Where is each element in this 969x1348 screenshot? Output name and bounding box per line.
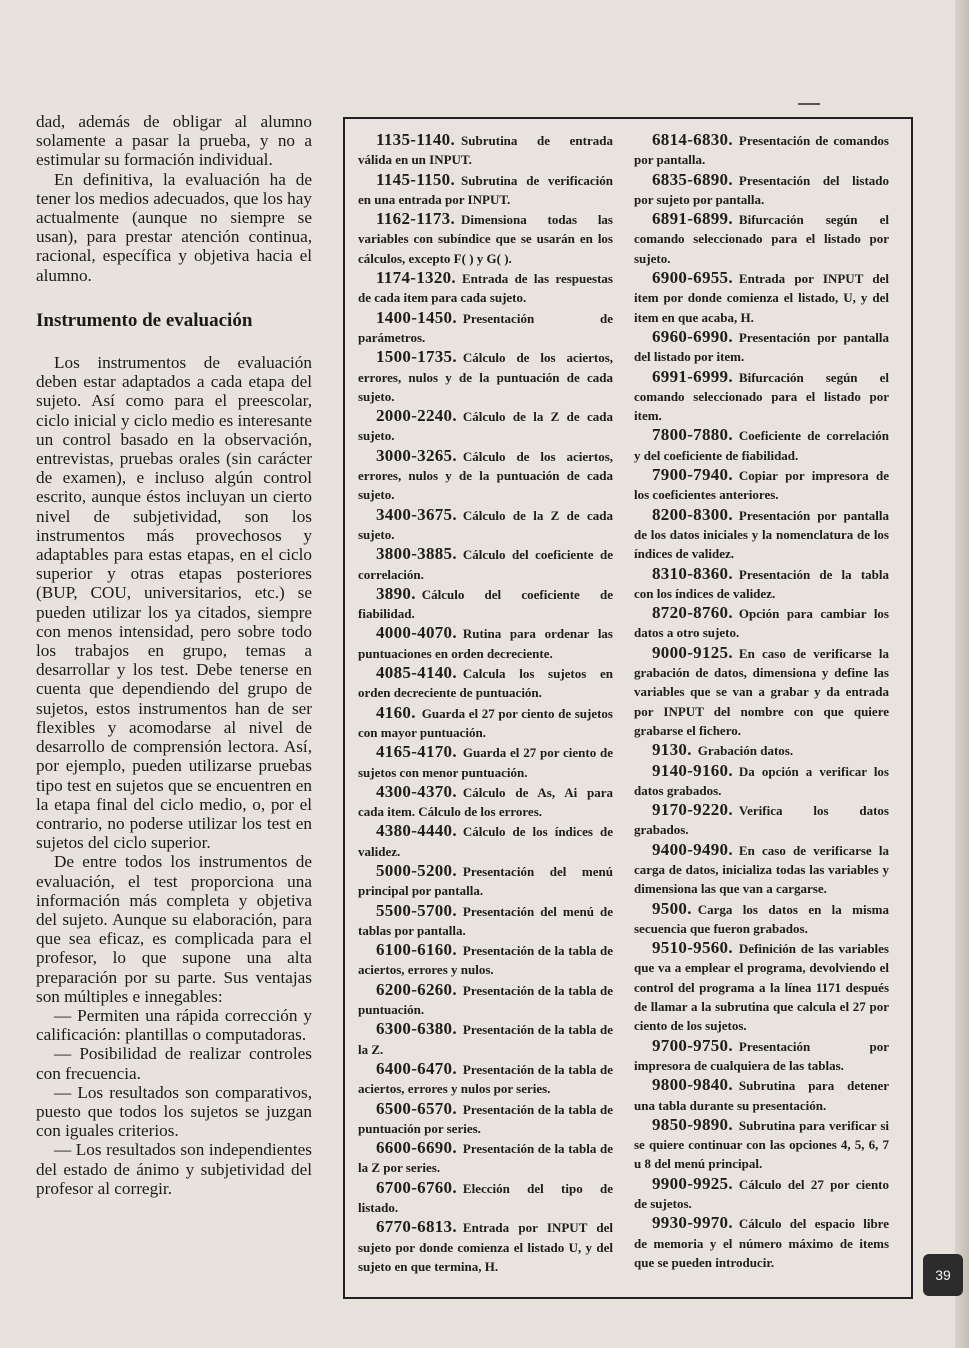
paragraph: En definitiva, la evaluación ha de tener los medios adecuados, que los hay actualmente (aunque no siempre se usan), para prestar atención continua, racional, específica y objetiva hacia el alumno.	[36, 169, 312, 285]
line-description: Cálculo del 27 por ciento de sujetos.	[634, 1176, 889, 1212]
program-line-entry	[358, 209, 613, 268]
program-line-entry	[358, 901, 613, 941]
line-description: Presentación por impresora de cualquiera de las tablas.	[634, 1038, 889, 1073]
program-line-entry	[358, 623, 613, 663]
program-line-entry	[358, 1217, 613, 1276]
line-range: 1162-1173.	[376, 209, 456, 229]
program-line-entry	[358, 170, 613, 210]
line-range: 3400-3675.	[376, 504, 457, 524]
line-range: 9510-9560.	[652, 938, 733, 958]
line-range: 3000-3265.	[376, 445, 457, 465]
list-item: — Permiten una rápida corrección y calificación: plantillas o computadoras.	[36, 1005, 312, 1045]
line-description: Presentación de parámetros.	[358, 310, 613, 345]
program-line-entry	[634, 643, 889, 740]
line-range: 6400-6470.	[376, 1058, 457, 1078]
line-description: Entrada por INPUT del item por donde comienza el listado, U, y del item en que acaba, H.	[634, 271, 889, 325]
line-description: Cálculo del coeficiente de correlación.	[358, 547, 613, 582]
line-range: 9800-9840.	[652, 1075, 733, 1095]
line-description: Copiar por impresora de los coeficientes anteriores.	[634, 468, 889, 503]
program-line-entry	[634, 1213, 889, 1272]
line-range: 7900-7940.	[652, 465, 733, 485]
line-range: 6960-6990.	[652, 326, 733, 346]
line-range: 9400-9490.	[652, 839, 733, 859]
program-line-entry	[358, 268, 613, 308]
line-range: 1135-1140.	[376, 130, 456, 149]
program-line-entry	[634, 899, 889, 939]
line-description: Cálculo de los aciertos, errores, nulos y de la puntuación de cada sujeto.	[358, 448, 613, 503]
section-heading: Instrumento de evaluación	[36, 309, 253, 331]
line-range: 9700-9750.	[652, 1035, 733, 1055]
list-item: — Los resultados son comparativos, puesto que todos los sujetos se juzgan con iguales criterios.	[36, 1082, 312, 1141]
program-line-entry	[358, 130, 613, 170]
line-description: Calcula los sujetos en orden decreciente de puntuación.	[358, 666, 613, 701]
line-description: Bifurcación según el comando seleccionado para el listado por sujeto.	[634, 212, 889, 266]
page-number-badge: 39	[923, 1254, 963, 1296]
line-range: 9130.	[652, 740, 692, 760]
line-range: 9930-9970.	[652, 1213, 733, 1233]
line-range: 4300-4370.	[376, 781, 457, 801]
line-range: 1174-1320.	[376, 268, 456, 288]
line-range: 4000-4070.	[376, 623, 457, 643]
line-description: Subrutina de entrada válida en un INPUT.	[358, 133, 613, 168]
line-description: Presentación de la tabla de puntuación por series.	[358, 1101, 613, 1136]
line-description: Subrutina de verificación en una entrada por INPUT.	[358, 172, 613, 207]
program-line-entry	[634, 800, 889, 840]
line-description: Presentación del menú principal por pantalla.	[358, 863, 613, 899]
line-description: Cálculo del espacio libre de memoria y el número máximo de items que se pueden introducir.	[634, 1216, 889, 1270]
line-description: Verifica los datos grabados.	[634, 803, 889, 838]
decorative-mark	[798, 103, 820, 105]
program-line-entry	[634, 740, 889, 760]
line-range: 9850-9890.	[652, 1114, 733, 1134]
line-description: Presentación del menú de tablas por pantalla.	[358, 903, 613, 938]
line-description: Guarda el 27 por ciento de sujetos con mayor puntuación.	[358, 705, 613, 740]
line-range: 6300-6380.	[376, 1019, 457, 1039]
line-description: Rutina para ordenar las puntuaciones en orden decreciente.	[358, 626, 613, 661]
program-line-entry	[358, 940, 613, 980]
program-line-entry	[634, 603, 889, 643]
paragraph: De entre todos los instrumentos de evaluación, el test proporciona una información más completa y objetiva del sujeto. Aunque su elaboración, para que sea eficaz, es complicada para el profesor, lo que supone una alta preparación por su parte. Sus ventajas son múltiples e innegables:	[36, 852, 312, 1006]
line-description: Presentación de la tabla de la Z.	[358, 1022, 613, 1057]
line-range: 1145-1150.	[376, 169, 456, 189]
line-range: 6500-6570.	[376, 1098, 457, 1118]
line-range: 6100-6160.	[376, 940, 457, 960]
line-range: 1400-1450.	[376, 307, 457, 327]
line-range: 8720-8760.	[652, 603, 733, 623]
program-line-entry	[634, 268, 889, 327]
program-lines-column-2	[634, 130, 889, 1272]
program-line-entry	[358, 703, 613, 743]
program-line-entry	[634, 209, 889, 268]
program-line-entry	[358, 1178, 613, 1218]
line-range: 8200-8300.	[652, 504, 733, 524]
paragraph: Los instrumentos de evaluación deben estar adaptados a cada etapa del sujeto. Así como para el preescolar, ciclo inicial y ciclo medio es interesante un control basado en la observación, entrevistas, pruebas orales (sin carácter de examen), e incluso algún control escrito, aunque éstos incluyan un cierto nivel de subjetividad, son los instrumentos más provechosos y adaptables para estas etapas, en el ciclo superior y otras etapas posteriores (BUP, COU, universitarios, etc.) se pueden utilizar los ya citados, siempre con menos intensidad, pero sobre todo los trabajos en grupo, temas a desarrollar y los test. Debe tenerse en cuenta que dependiendo del grupo de sujetos, estos instrumentos han de ser flexibles y acomodarse al nivel de desarrollo de comprensión lectora. Así, por ejemplo, pueden utilizarse pruebas tipo test en sujetos que se encuentren en la etapa final del ciclo medio, o, por el contrario, no poderse utilizar los test en sujetos del ciclo superior.	[36, 353, 312, 853]
line-description: Presentación de la tabla de aciertos, errores y nulos.	[358, 943, 613, 978]
line-description: Presentación por pantalla del listado por item.	[634, 329, 889, 365]
line-description: Presentación de comandos por pantalla.	[634, 133, 889, 168]
line-range: 5500-5700.	[376, 900, 457, 920]
program-line-entry	[358, 980, 613, 1020]
program-line-entry	[634, 505, 889, 564]
program-line-entry	[358, 861, 613, 901]
line-range: 3890.	[376, 583, 416, 603]
line-description: Dimensiona todas las variables con subíndice que se usarán en los cálculos, excepto F( ) y G( ).	[358, 212, 613, 266]
line-range: 6700-6760.	[376, 1177, 457, 1197]
line-description: Bifurcación según el comando seleccionado para el listado por item.	[634, 369, 889, 424]
program-line-entry	[358, 505, 613, 545]
line-range: 2000-2240.	[376, 406, 457, 426]
line-range: 6991-6999.	[652, 366, 733, 386]
line-range: 4085-4140.	[376, 663, 457, 683]
program-lines-box	[343, 117, 913, 1299]
line-range: 1500-1735.	[376, 347, 457, 367]
line-range: 6835-6890.	[652, 169, 733, 189]
program-line-entry	[634, 1036, 889, 1076]
line-description: Entrada de las respuestas de cada item para cada sujeto.	[358, 271, 613, 306]
line-description: Grabación datos.	[697, 743, 794, 759]
program-line-entry	[358, 742, 613, 782]
program-line-entry	[634, 938, 889, 1035]
program-lines-column-1	[358, 130, 613, 1276]
line-description: Cálculo de la Z de cada sujeto.	[358, 507, 613, 542]
line-description: Cálculo de los índices de validez.	[358, 824, 613, 859]
program-line-entry	[634, 1174, 889, 1214]
line-range: 4380-4440.	[376, 821, 457, 841]
line-description: Cálculo de la Z de cada sujeto.	[358, 409, 613, 444]
line-description: Subrutina para detener una tabla durante su presentación.	[634, 1078, 889, 1113]
program-line-entry	[358, 821, 613, 861]
line-range: 8310-8360.	[652, 563, 733, 583]
line-description: Da opción a verificar los datos grabados.	[634, 763, 889, 798]
program-line-entry	[634, 564, 889, 604]
program-line-entry	[634, 761, 889, 801]
program-line-entry	[358, 347, 613, 406]
line-range: 3800-3885.	[376, 544, 457, 564]
program-line-entry	[358, 782, 613, 822]
program-line-entry	[358, 308, 613, 348]
page-edge	[955, 0, 969, 1348]
program-line-entry	[634, 1115, 889, 1174]
program-line-entry	[634, 367, 889, 426]
program-line-entry	[358, 1059, 613, 1099]
line-description: En caso de verificarse la grabación de datos, dimensiona y define las variables que se van a grabar y da entrada por INPUT del nombre con que quiere grabarse el fichero.	[634, 645, 889, 738]
line-range: 6900-6955.	[652, 268, 733, 288]
program-line-entry	[358, 544, 613, 584]
line-range: 4160.	[376, 702, 416, 722]
program-line-entry	[634, 425, 889, 465]
paragraph: dad, además de obligar al alumno solamente a pasar la prueba, y no a estimular su formación individual.	[36, 112, 312, 170]
program-line-entry	[634, 170, 889, 210]
line-description: Entrada por INPUT del sujeto por donde comienza el listado U, y del sujeto en que termina, H.	[358, 1220, 613, 1274]
line-description: Presentación del listado por sujeto por pantalla.	[634, 172, 889, 207]
line-range: 9140-9160.	[652, 760, 733, 780]
line-range: 6200-6260.	[376, 979, 457, 999]
line-range: 7800-7880.	[652, 425, 733, 445]
program-line-entry	[358, 1099, 613, 1139]
line-range: 5000-5200.	[376, 860, 457, 880]
line-description: Elección del tipo de listado.	[358, 1180, 613, 1216]
line-description: Presentación de la tabla de aciertos, errores y nulos por series.	[358, 1061, 613, 1097]
line-description: Opción para cambiar los datos a otro sujeto.	[634, 606, 889, 641]
line-description: Presentación de la tabla con los índices de validez.	[634, 566, 889, 601]
line-description: Presentación de la tabla de la Z por series.	[358, 1141, 613, 1176]
program-line-entry	[634, 1075, 889, 1115]
list-item: — Los resultados son independientes del estado de ánimo y subjetividad del profesor al corregir.	[36, 1140, 312, 1198]
list-item: — Posibilidad de realizar controles con frecuencia.	[36, 1044, 312, 1083]
line-range: 9500.	[652, 898, 692, 918]
line-description: Cálculo de los aciertos, errores, nulos y de la puntuación de cada sujeto.	[358, 350, 613, 404]
line-range: 6891-6899.	[652, 209, 733, 229]
line-range: 6814-6830.	[652, 130, 733, 149]
line-description: Definición de las variables que va a emplear el programa, devolviendo el control del programa a la línea 1171 después de llamar a la subrutina que calcula el 27 por ciento de los sujetos.	[634, 941, 889, 1034]
line-range: 9900-9925.	[652, 1173, 733, 1193]
program-line-entry	[358, 1019, 613, 1059]
line-range: 6770-6813.	[376, 1217, 457, 1237]
line-description: Presentación de la tabla de puntuación.	[358, 982, 613, 1018]
line-description: En caso de verificarse la carga de datos, inicializa todas las variables y dimensiona las que van a cargarse.	[634, 842, 889, 897]
line-description: Coeficiente de correlación y del coeficiente de fiabilidad.	[634, 428, 889, 463]
line-description: Cálculo del coeficiente de fiabilidad.	[358, 586, 613, 622]
program-line-entry	[358, 446, 613, 505]
line-description: Subrutina para verificar si se quiere continuar con las opciones 4, 5, 6, 7 u 8 del menú principal.	[634, 1117, 889, 1172]
program-line-entry	[358, 663, 613, 703]
program-line-entry	[358, 1138, 613, 1178]
program-line-entry	[358, 584, 613, 624]
line-range: 6600-6690.	[376, 1138, 457, 1158]
program-line-entry	[634, 327, 889, 367]
line-range: 9000-9125.	[652, 642, 733, 662]
program-line-entry	[634, 840, 889, 899]
program-line-entry	[634, 465, 889, 505]
line-description: Cálculo de As, Ai para cada item. Cálculo de los errores.	[358, 784, 613, 820]
program-line-entry	[634, 130, 889, 170]
line-range: 4165-4170.	[376, 742, 457, 762]
program-line-entry	[358, 406, 613, 446]
line-description: Presentación por pantalla de los datos iniciales y la nomenclatura de los índices de validez.	[634, 507, 889, 562]
line-description: Guarda el 27 por ciento de sujetos con menor puntuación.	[358, 745, 613, 780]
body-text-column	[36, 112, 312, 1198]
line-description: Carga los datos en la misma secuencia que fueron grabados.	[634, 901, 889, 936]
line-range: 9170-9220.	[652, 800, 733, 820]
